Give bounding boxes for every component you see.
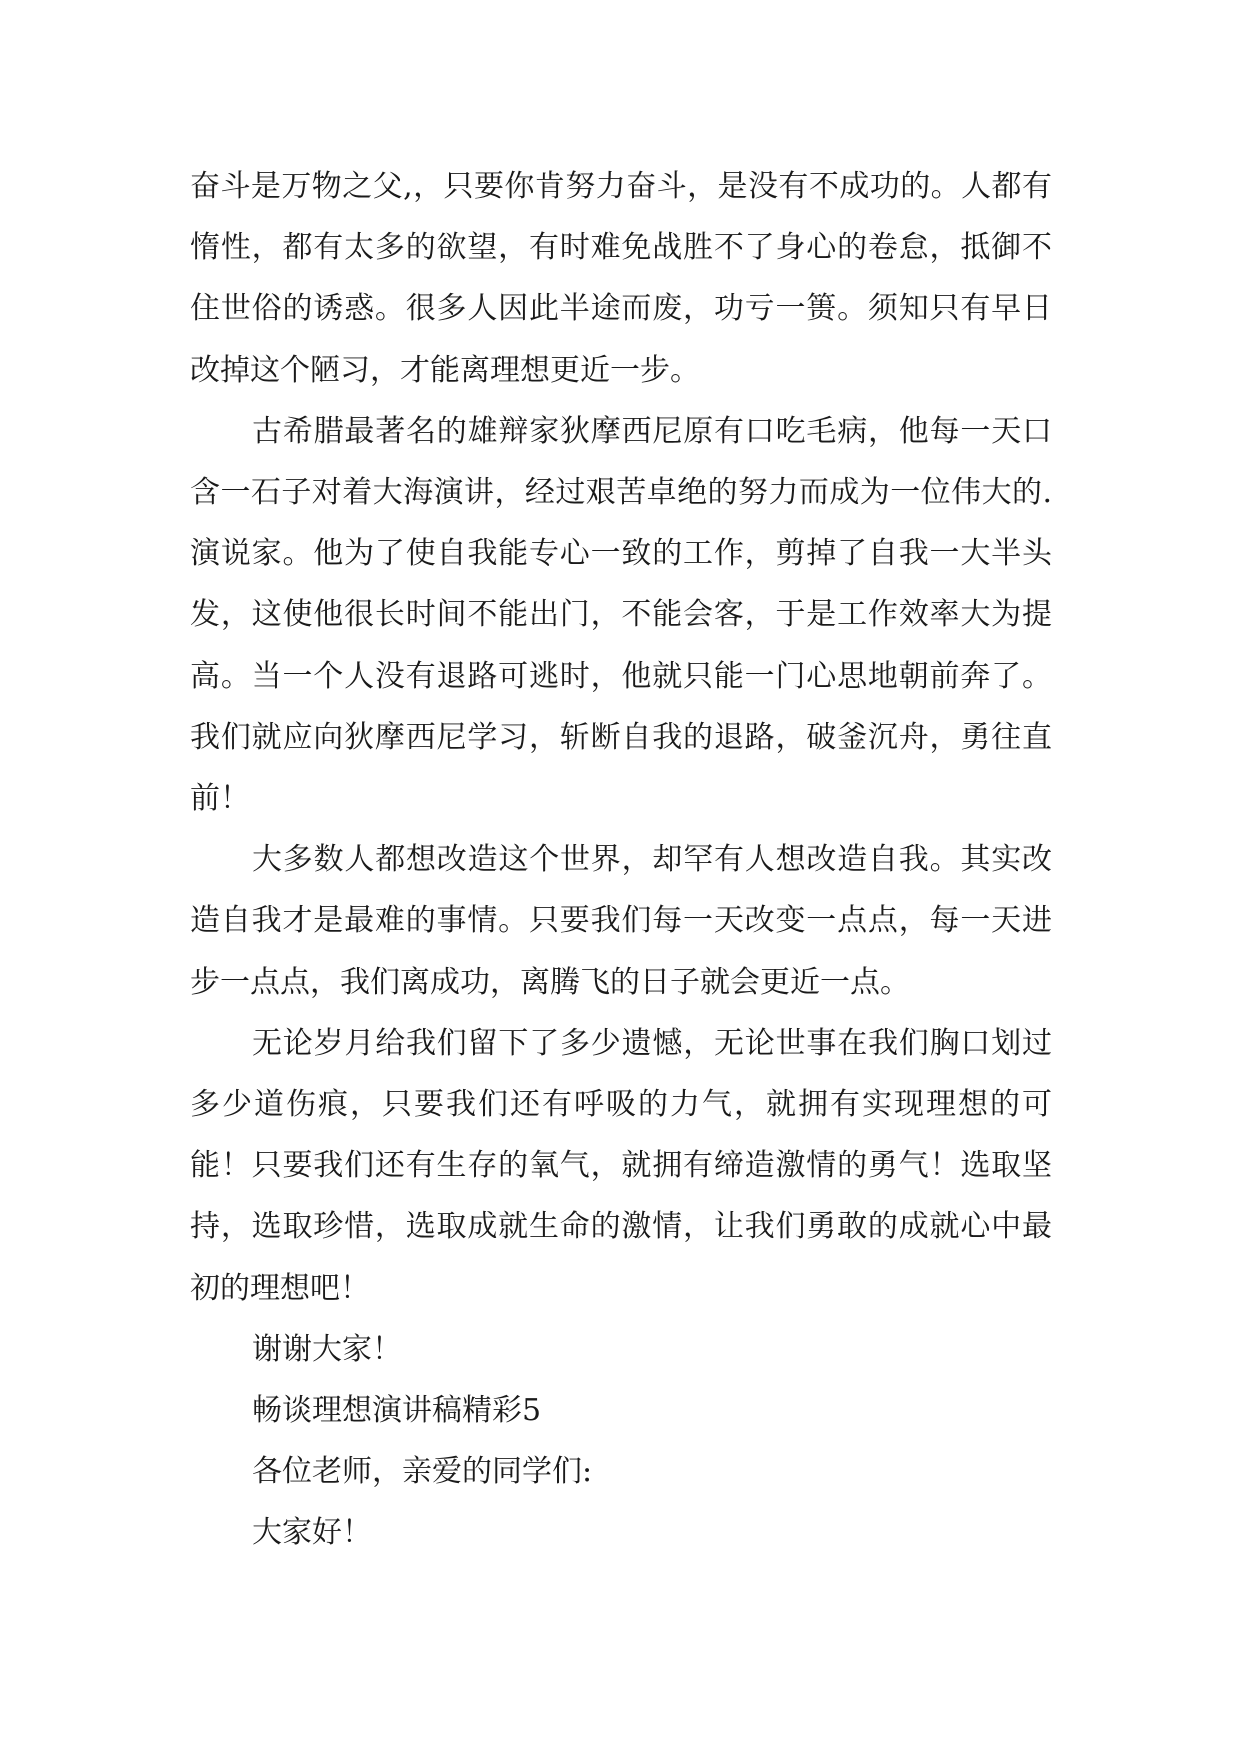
document-body <box>190 156 1052 1564</box>
greeting-line: 大家好！ <box>252 1515 372 1551</box>
paragraph-change-yourself: 大多数人都想改造这个世界，却罕有人想改造自我。其实改造自我才是最难的事情。只要我们每一天改变一点点，每一天进步一点点，我们离成功，离腾飞的日子就会更近一点。 <box>190 842 1052 1000</box>
paragraph-demosthenes: 古希腊最著名的雄辩家狄摩西尼原有口吃毛病，他每一天口含一石子对着大海演讲，经过艰苦卓绝的努力而成为一位伟大的.演说家。他为了使自我能专心一致的工作，剪掉了自我一大半头发，这使他很长时间不能出门，不能会客，于是工作效率大为提高。当一个人没有退路可逃时，他就只能一门心思地朝前奔了。我们就应向狄摩西尼学习，斩断自我的退路，破釜沉舟，勇往直前！ <box>190 413 1052 817</box>
paragraph-continuation: 奋斗是万物之父,，只要你肯努力奋斗，是没有不成功的。人都有惰性，都有太多的欲望，有时难免战胜不了身心的卷怠，抵御不住世俗的诱惑。很多人因此半途而废，功亏一篑。须知只有早日改掉这个陋习，才能离理想更近一步。 <box>190 169 1052 388</box>
salutation-line: 各位老师，亲爱的同学们: <box>252 1454 593 1490</box>
paragraph-pursue-dreams: 无论岁月给我们留下了多少遗憾，无论世事在我们胸口划过多少道伤痕，只要我们还有呼吸的力气，就拥有实现理想的可能！只要我们还有生存的氧气，就拥有缔造激情的勇气！选取坚持，选取珍惜，选取成就生命的激情，让我们勇敢的成就心中最初的理想吧！ <box>190 1025 1052 1306</box>
thanks-line: 谢谢大家！ <box>252 1331 402 1367</box>
next-speech-title: 畅谈理想演讲稿精彩5 <box>252 1393 542 1429</box>
